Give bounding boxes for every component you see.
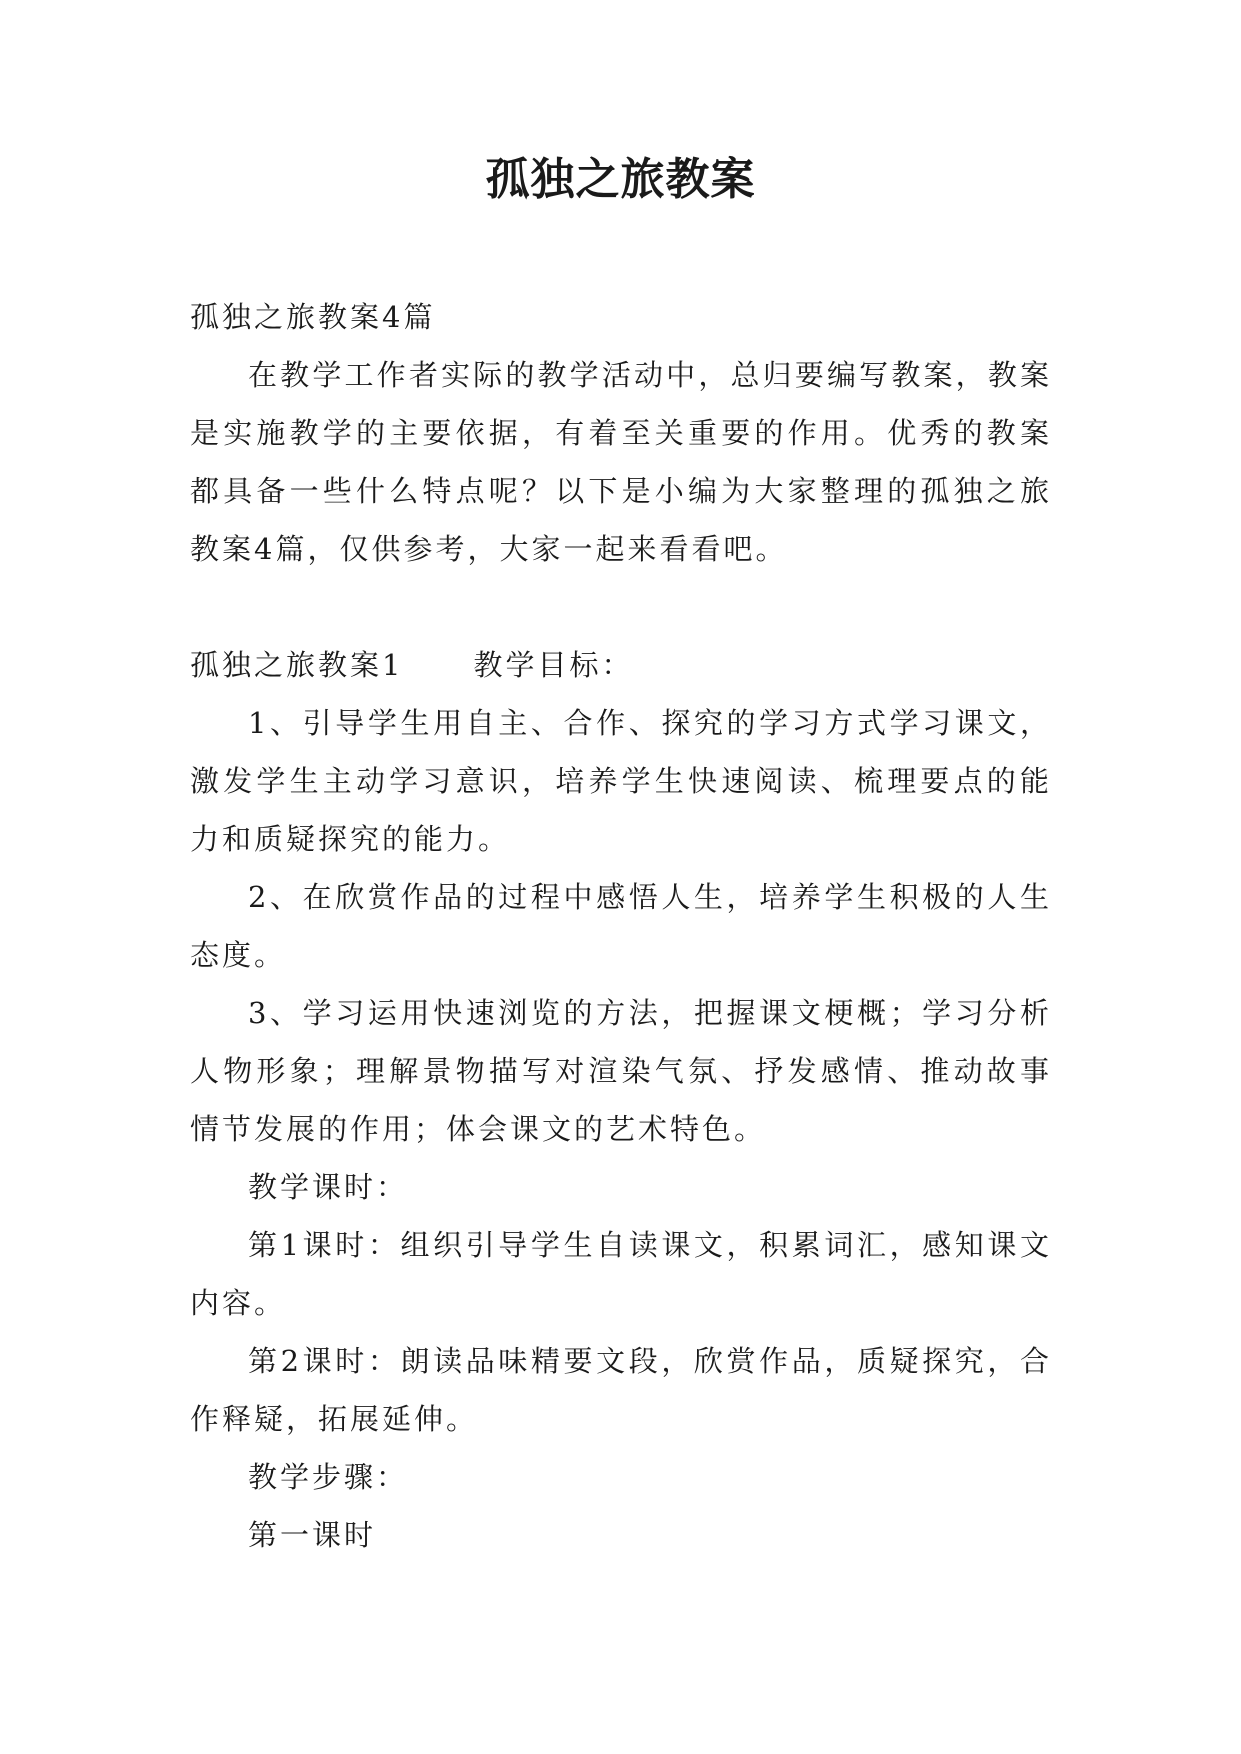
hour-item-2: 第2课时：朗读品味精要文段，欣赏作品，质疑探究，合作释疑，拓展延伸。 <box>190 1344 1052 1436</box>
paragraph-gap <box>190 578 1052 636</box>
document-body <box>190 288 1052 1564</box>
steps-heading: 教学步骤： <box>248 1460 409 1494</box>
section-heading: 孤独之旅教案1 <box>190 648 404 682</box>
intro-paragraph: 在教学工作者实际的教学活动中，总归要编写教案，教案是实施教学的主要依据，有着至关重要的作用。优秀的教案都具备一些什么特点呢？以下是小编为大家整理的孤独之旅教案4篇，仅供参考，大家一起来看看吧。 <box>190 358 1052 566</box>
hours-heading: 教学课时： <box>248 1170 409 1204</box>
document-subtitle: 孤独之旅教案4篇 <box>190 300 436 334</box>
hour-item-1: 第1课时：组织引导学生自读课文，积累词汇，感知课文内容。 <box>190 1228 1052 1320</box>
objective-item-2: 2、在欣赏作品的过程中感悟人生，培养学生积极的人生态度。 <box>190 880 1052 972</box>
page-title: 孤独之旅教案 <box>485 154 756 205</box>
objective-item-3: 3、学习运用快速浏览的方法，把握课文梗概；学习分析人物形象；理解景物描写对渲染气氛、抒发感情、推动故事情节发展的作用；体会课文的艺术特色。 <box>190 996 1052 1146</box>
first-lesson-heading: 第一课时 <box>248 1518 377 1552</box>
objective-item-1: 1、引导学生用自主、合作、探究的学习方式学习课文，激发学生主动学习意识，培养学生快速阅读、梳理要点的能力和质疑探究的能力。 <box>190 706 1052 856</box>
objectives-heading: 教学目标： <box>473 648 634 682</box>
section-heading-line <box>190 636 1052 694</box>
